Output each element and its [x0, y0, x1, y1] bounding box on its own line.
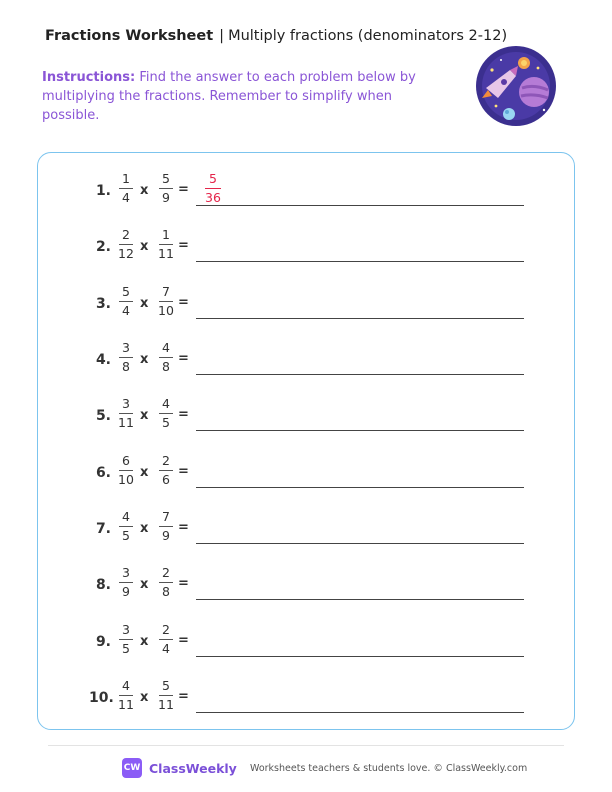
answer-line[interactable]	[196, 205, 524, 206]
brand-name: ClassWeekly	[149, 761, 237, 776]
fraction-bar	[119, 188, 133, 189]
multiply-sign: x	[140, 296, 149, 311]
second-denominator: 8	[162, 584, 170, 599]
fraction-bar	[119, 695, 133, 696]
second-numerator: 1	[162, 227, 170, 242]
first-denominator: 10	[118, 472, 134, 487]
problem-row	[0, 619, 612, 659]
second-fraction	[154, 453, 178, 488]
problem-row	[0, 337, 612, 377]
problem-row	[0, 393, 612, 433]
second-numerator: 5	[162, 171, 170, 186]
multiply-sign: x	[140, 465, 149, 480]
answer-line[interactable]	[196, 487, 524, 488]
multiply-sign: x	[140, 239, 149, 254]
problem-number: 9.	[95, 634, 111, 650]
first-denominator: 4	[122, 303, 130, 318]
first-denominator: 11	[118, 415, 134, 430]
multiply-sign: x	[140, 352, 149, 367]
fraction-bar	[119, 582, 133, 583]
problem-number: 4.	[95, 352, 111, 368]
second-denominator: 9	[162, 528, 170, 543]
first-fraction	[114, 453, 138, 488]
classweekly-logo: CW	[122, 758, 142, 778]
second-fraction	[154, 396, 178, 431]
problem-row	[0, 506, 612, 546]
space-illustration	[476, 46, 556, 126]
second-fraction	[154, 565, 178, 600]
second-fraction	[154, 227, 178, 262]
problem-number: 3.	[95, 296, 111, 312]
second-numerator: 7	[162, 284, 170, 299]
second-numerator: 2	[162, 565, 170, 580]
answer-line[interactable]	[196, 599, 524, 600]
problem-number: 5.	[95, 408, 111, 424]
answer-numerator: 5	[209, 171, 217, 186]
first-fraction	[114, 509, 138, 544]
fraction-bar	[159, 413, 173, 414]
answer-line[interactable]	[196, 374, 524, 375]
answer-fraction	[199, 171, 227, 206]
answer-line[interactable]	[196, 261, 524, 262]
fraction-bar	[159, 526, 173, 527]
second-denominator: 5	[162, 415, 170, 430]
first-fraction	[114, 340, 138, 375]
second-fraction	[154, 509, 178, 544]
instructions-label: Instructions:	[42, 70, 136, 85]
answer-line[interactable]	[196, 712, 524, 713]
equals-sign: =	[178, 689, 189, 704]
first-fraction	[114, 622, 138, 657]
fraction-bar	[119, 357, 133, 358]
second-numerator: 5	[162, 678, 170, 693]
second-numerator: 7	[162, 509, 170, 524]
worksheet-header	[45, 28, 507, 44]
first-fraction	[114, 227, 138, 262]
equals-sign: =	[178, 238, 189, 253]
first-numerator: 5	[122, 284, 130, 299]
second-numerator: 2	[162, 622, 170, 637]
first-denominator: 9	[122, 584, 130, 599]
problem-row	[0, 281, 612, 321]
multiply-sign: x	[140, 521, 149, 536]
equals-sign: =	[178, 520, 189, 535]
problem-number: 10.	[89, 690, 114, 706]
fraction-bar	[119, 526, 133, 527]
second-denominator: 4	[162, 641, 170, 656]
problem-number: 6.	[95, 465, 111, 481]
second-fraction	[154, 678, 178, 713]
first-denominator: 5	[122, 528, 130, 543]
equals-sign: =	[178, 464, 189, 479]
problem-number: 7.	[95, 521, 111, 537]
answer-line[interactable]	[196, 318, 524, 319]
fraction-bar	[159, 582, 173, 583]
instructions-text: Find the answer to each problem below by multiplying the fractions. Remember to simplify when possible.	[42, 70, 416, 123]
problem-number: 8.	[95, 577, 111, 593]
answer-fraction-bar	[205, 188, 221, 189]
second-denominator: 6	[162, 472, 170, 487]
first-numerator: 3	[122, 565, 130, 580]
equals-sign: =	[178, 407, 189, 422]
second-denominator: 11	[158, 246, 174, 261]
worksheet-title: Fractions Worksheet	[45, 28, 214, 44]
first-denominator: 12	[118, 246, 134, 261]
footer-divider	[48, 745, 564, 746]
first-denominator: 11	[118, 697, 134, 712]
fraction-bar	[159, 301, 173, 302]
multiply-sign: x	[140, 577, 149, 592]
problem-row	[0, 675, 612, 715]
first-fraction	[114, 171, 138, 206]
first-fraction	[114, 284, 138, 319]
second-denominator: 8	[162, 359, 170, 374]
second-denominator: 11	[158, 697, 174, 712]
second-numerator: 4	[162, 340, 170, 355]
problem-row	[0, 224, 612, 264]
second-fraction	[154, 284, 178, 319]
second-fraction	[154, 622, 178, 657]
second-numerator: 4	[162, 396, 170, 411]
fraction-bar	[159, 188, 173, 189]
fraction-bar	[119, 413, 133, 414]
problem-row	[0, 562, 612, 602]
instructions	[42, 68, 442, 125]
first-numerator: 2	[122, 227, 130, 242]
equals-sign: =	[178, 295, 189, 310]
header-separator: |	[219, 28, 225, 44]
first-numerator: 4	[122, 509, 130, 524]
equals-sign: =	[178, 351, 189, 366]
first-denominator: 8	[122, 359, 130, 374]
first-numerator: 1	[122, 171, 130, 186]
problem-row	[0, 168, 612, 208]
fraction-bar	[159, 470, 173, 471]
equals-sign: =	[178, 576, 189, 591]
second-denominator: 9	[162, 190, 170, 205]
fraction-bar	[159, 639, 173, 640]
fraction-bar	[159, 357, 173, 358]
first-fraction	[114, 565, 138, 600]
fraction-bar	[119, 639, 133, 640]
problem-number: 1.	[95, 183, 111, 199]
fraction-bar	[159, 244, 173, 245]
second-fraction	[154, 340, 178, 375]
answer-line[interactable]	[196, 430, 524, 431]
worksheet-subtitle: Multiply fractions (denominators 2-12)	[228, 28, 508, 44]
problem-row	[0, 450, 612, 490]
answer-line[interactable]	[196, 543, 524, 544]
first-fraction	[114, 678, 138, 713]
fraction-bar	[119, 244, 133, 245]
first-fraction	[114, 396, 138, 431]
footer-tagline: Worksheets teachers & students love. © ClassWeekly.com	[250, 763, 528, 774]
equals-sign: =	[178, 182, 189, 197]
answer-line[interactable]	[196, 656, 524, 657]
fraction-bar	[159, 695, 173, 696]
fraction-bar	[119, 470, 133, 471]
second-fraction	[154, 171, 178, 206]
multiply-sign: x	[140, 634, 149, 649]
second-numerator: 2	[162, 453, 170, 468]
first-numerator: 6	[122, 453, 130, 468]
multiply-sign: x	[140, 408, 149, 423]
first-numerator: 3	[122, 622, 130, 637]
fraction-bar	[119, 301, 133, 302]
problem-number: 2.	[95, 239, 111, 255]
first-numerator: 3	[122, 340, 130, 355]
multiply-sign: x	[140, 183, 149, 198]
multiply-sign: x	[140, 690, 149, 705]
first-denominator: 4	[122, 190, 130, 205]
first-denominator: 5	[122, 641, 130, 656]
second-denominator: 10	[158, 303, 174, 318]
first-numerator: 3	[122, 396, 130, 411]
answer-denominator: 36	[205, 190, 221, 205]
equals-sign: =	[178, 633, 189, 648]
first-numerator: 4	[122, 678, 130, 693]
